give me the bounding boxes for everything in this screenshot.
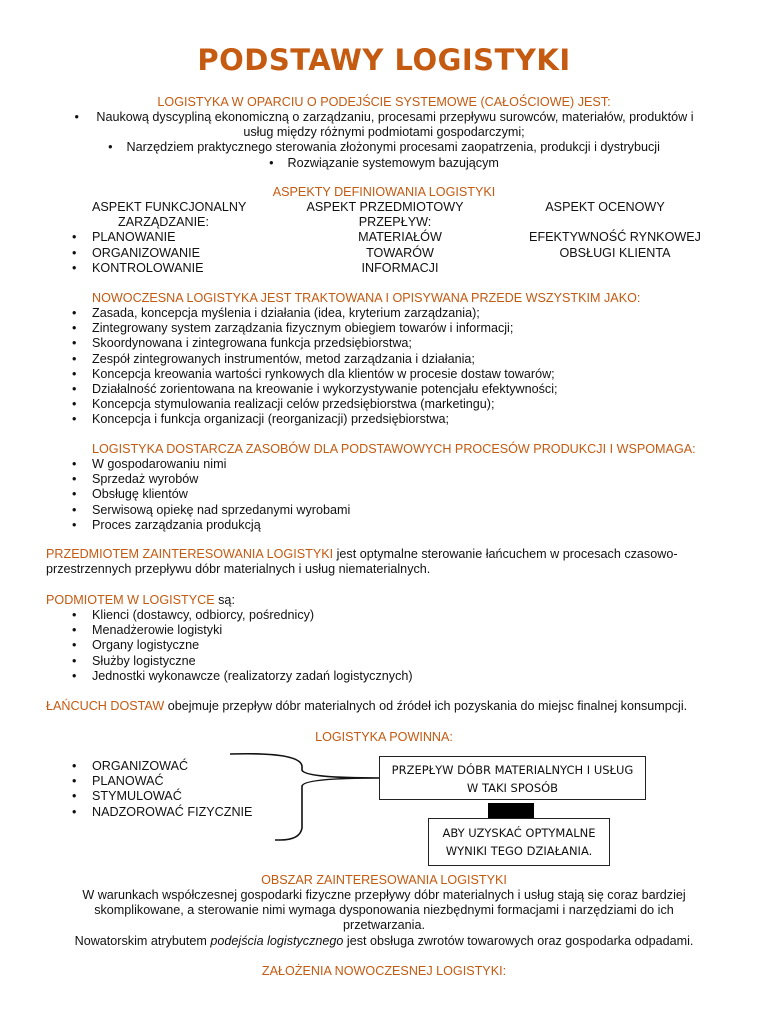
list-item: • Narzędziem praktycznego sterowania złożonymi procesami zaopatrzenia, produkcji i dystrybucji bbox=[108, 140, 660, 155]
aspect-title: ASPEKT PRZEDMIOTOWY bbox=[306, 200, 464, 214]
modern-list bbox=[66, 306, 756, 428]
aspect-functional bbox=[66, 200, 286, 276]
section1-heading: LOGISTYKA W OPARCIU O PODEJŚCIE SYSTEMOWE (CAŁOŚCIOWE) JEST: bbox=[157, 95, 611, 109]
aspect-title: ASPEKT FUNKCJONALNY bbox=[92, 200, 247, 214]
aspects-heading: ASPEKTY DEFINIOWANIA LOGISTYKI bbox=[272, 185, 496, 199]
list-item: • Działalność zorientowana na kreowanie i wykorzystywanie potencjału efektywności; bbox=[66, 382, 756, 397]
list-item: • Koncepcja stymulowania realizacji celów przedsiębiorstwa (marketingu); bbox=[66, 397, 756, 412]
aspect-subject bbox=[290, 200, 480, 276]
list-item: • PLANOWANIE bbox=[66, 230, 286, 245]
modern-heading: NOWOCZESNA LOGISTYKA JEST TRAKTOWANA I OPISYWANA PRZEDE WSZYSTKIM JAKO: bbox=[92, 291, 641, 305]
list-item: OBSŁUGI KLIENTA bbox=[559, 245, 671, 260]
list-item: • Klienci (dostawcy, odbiorcy, pośrednicy) bbox=[66, 608, 756, 623]
result-box: ABY UZYSKAĆ OPTYMALNE WYNIKI TEGO DZIAŁANIA. bbox=[428, 818, 610, 866]
list-item: • Skoordynowana i zintegrowana funkcja przedsiębiorstwa; bbox=[66, 336, 756, 351]
list-item: • Zasada, koncepcja myślenia i działania (idea, kryterium zarządzania); bbox=[66, 306, 756, 321]
list-item: • W gospodarowaniu nimi bbox=[66, 457, 756, 472]
assumptions-heading: ZAŁOŻENIA NOWOCZESNEJ LOGISTYKI: bbox=[261, 964, 507, 978]
list-item: INFORMACJI bbox=[361, 260, 439, 275]
entities-list bbox=[66, 608, 756, 684]
list-item: • KONTROLOWANIE bbox=[66, 261, 286, 276]
list-item: • Menadżerowie logistyki bbox=[66, 623, 756, 638]
flow-box: PRZEPŁYW DÓBR MATERIALNYCH I USŁUG W TAKI SPOSÓB bbox=[379, 756, 646, 800]
list-item: • Serwisową opiekę nad sprzedanymi wyrobami bbox=[66, 503, 756, 518]
list-item: • Organy logistyczne bbox=[66, 638, 756, 653]
chain-label: ŁAŃCUCH DOSTAW bbox=[46, 699, 165, 713]
list-item: TOWARÓW bbox=[366, 245, 434, 260]
list-item: • Koncepcja kreowania wartości rynkowych dla klientów w procesie dostaw towarów; bbox=[66, 367, 756, 382]
page-title: PODSTAWY LOGISTYKI bbox=[197, 43, 571, 77]
list-item: EFEKTYWNOŚĆ RYNKOWEJ bbox=[529, 230, 701, 245]
subject-paragraph: PRZEDMIOTEM ZAINTERESOWANIA LOGISTYKI jest optymalne sterowanie łańcuchem w procesach czasowo- przestrzennych przepływu dóbr materialnych i usług niematerialnych. bbox=[46, 547, 678, 577]
list-item: • Zintegrowany system zarządzania fizycznym obiegiem towarów i informacji; bbox=[66, 321, 756, 336]
list-item: • NADZOROWAĆ FIZYCZNIE bbox=[66, 805, 286, 820]
aspect-title: ASPEKT OCENOWY bbox=[545, 200, 665, 214]
section1-list bbox=[0, 110, 768, 171]
list-item: • Zespół zintegrowanych instrumentów, metod zarządzania i działania; bbox=[66, 352, 756, 367]
list-item: • ORGANIZOWANIE bbox=[66, 246, 286, 261]
area-paragraph: W warunkach współczesnej gospodarki fizyczne przepływy dóbr materialnych i usług stają się coraz bardziej skomplikowane, a sterowanie nimi wymaga dysponowania niezbędnymi formacjami i narzędziami do ich przetwarzania. Nowatorskim atrybutem podejścia logistycznego jest obsługa zwrotów towarowych oraz gospodarka odpadami. bbox=[74, 888, 694, 948]
curly-brace-connector bbox=[220, 748, 390, 848]
resources-heading: LOGISTYKA DOSTARCZA ZASOBÓW DLA PODSTAWOWYCH PROCESÓW PRODUKCJI I WSPOMAGA: bbox=[92, 442, 696, 456]
list-item: • Rozwiązanie systemowym bazującym bbox=[269, 155, 499, 170]
resources-list bbox=[66, 457, 756, 533]
list-item: usług między różnymi podmiotami gospodarczymi; bbox=[243, 125, 525, 140]
list-item: • Sprzedaż wyrobów bbox=[66, 472, 756, 487]
list-item: • Jednostki wykonawcze (realizatorzy zadań logistycznych) bbox=[66, 669, 756, 684]
list-item: • Służby logistyczne bbox=[66, 654, 756, 669]
list-item: • STYMULOWAĆ bbox=[66, 789, 286, 804]
aspect-subtitle: PRZEPŁYW: bbox=[358, 215, 432, 230]
list-item: • ORGANIZOWAĆ bbox=[66, 759, 286, 774]
area-heading: OBSZAR ZAINTERESOWANIA LOGISTYKI bbox=[261, 873, 507, 887]
entities-heading: PODMIOTEM W LOGISTYCE są: bbox=[46, 593, 235, 607]
list-item: • Koncepcja i funkcja organizacji (reorganizacji) przedsiębiorstwa; bbox=[66, 412, 756, 427]
aspect-subtitle: ZARZĄDZANIE: bbox=[118, 215, 209, 230]
subject-label: PRZEDMIOTEM ZAINTERESOWANIA LOGISTYKI bbox=[46, 547, 334, 561]
should-heading: LOGISTYKA POWINNA: bbox=[315, 730, 453, 744]
list-item: • PLANOWAĆ bbox=[66, 774, 286, 789]
list-item: MATERIAŁÓW bbox=[358, 230, 442, 245]
chain-paragraph: ŁAŃCUCH DOSTAW obejmuje przepływ dóbr materialnych od źródeł ich pozyskania do miejsc finalnej konsumpcji. bbox=[46, 699, 688, 713]
aspect-evaluation bbox=[510, 200, 720, 261]
list-item: • Obsługę klientów bbox=[66, 487, 756, 502]
list-item: • Proces zarządzania produkcją bbox=[66, 518, 756, 533]
list-item: • Naukową dyscypliną ekonomiczną o zarządzaniu, procesami przepływu surowców, materiałów, produktów i bbox=[74, 110, 694, 124]
